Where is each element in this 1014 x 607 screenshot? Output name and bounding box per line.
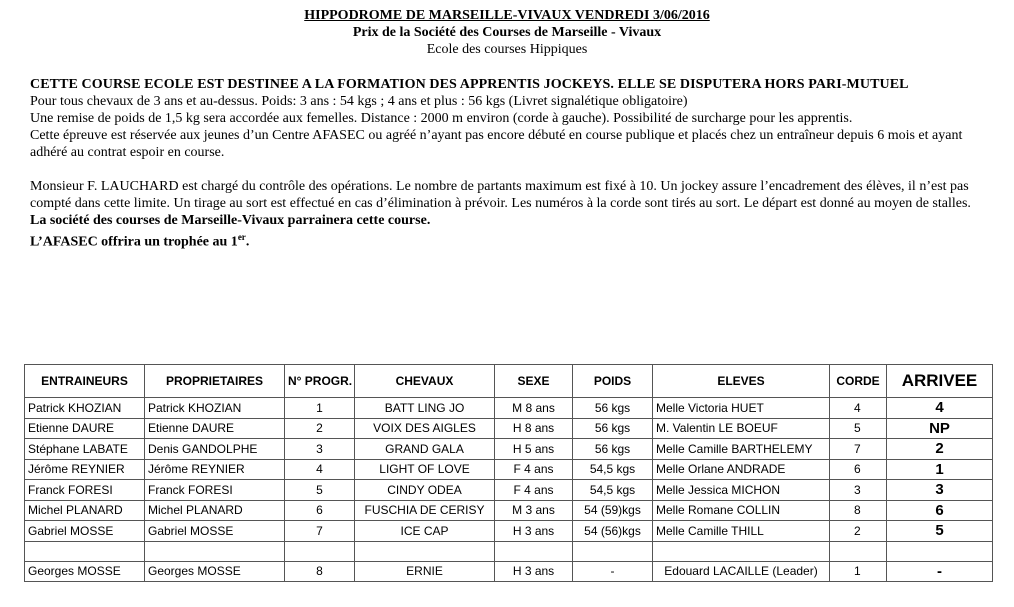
cell-proprietaire: Jérôme REYNIER: [145, 459, 285, 480]
col-header-sexe: SEXE: [495, 365, 573, 398]
cell-cheval: LIGHT OF LOVE: [355, 459, 495, 480]
cell-eleve: M. Valentin LE BOEUF: [653, 418, 830, 439]
cell-corde: 8: [830, 500, 887, 521]
table-row: [25, 439, 993, 460]
page-title: HIPPODROME DE MARSEILLE-VIVAUX VENDREDI 3/06/2016: [304, 8, 710, 23]
cell-proprietaire: Denis GANDOLPHE: [145, 439, 285, 460]
cell-poids: 56 kgs: [573, 398, 653, 419]
cell-eleve: Melle Victoria HUET: [653, 398, 830, 419]
cell-proprietaire: Georges MOSSE: [145, 561, 285, 582]
cell-arrivee: 4: [887, 398, 993, 419]
conditions-block: [30, 76, 988, 161]
table-row: [25, 459, 993, 480]
conditions-line-distance: Une remise de poids de 1,5 kg sera accordée aux femelles. Distance : 2000 m environ (corde à gauche). Possibilité de surcharge pour les apprentis.: [30, 111, 853, 126]
table-row: [25, 398, 993, 419]
empty-cell: [653, 541, 830, 561]
cell-entraineur: Michel PLANARD: [25, 500, 145, 521]
cell-arrivee: 5: [887, 521, 993, 542]
cell-entraineur: Stéphane LABATE: [25, 439, 145, 460]
cell-cheval: ERNIE: [355, 561, 495, 582]
cell-eleve: Melle Orlane ANDRADE: [653, 459, 830, 480]
cell-sexe: M 8 ans: [495, 398, 573, 419]
empty-cell: [887, 541, 993, 561]
table-spacer-row: [25, 541, 993, 561]
details-block: [30, 178, 988, 251]
col-header-entraineurs: ENTRAINEURS: [25, 365, 145, 398]
cell-proprietaire: Gabriel MOSSE: [145, 521, 285, 542]
cell-proprietaire: Michel PLANARD: [145, 500, 285, 521]
cell-arrivee: -: [887, 561, 993, 582]
cell-sexe: H 3 ans: [495, 521, 573, 542]
cell-arrivee: 1: [887, 459, 993, 480]
trophy-end: .: [245, 234, 250, 250]
cell-entraineur: Georges MOSSE: [25, 561, 145, 582]
empty-cell: [285, 541, 355, 561]
cell-progr: 2: [285, 418, 355, 439]
cell-sexe: H 8 ans: [495, 418, 573, 439]
table-row: [25, 480, 993, 501]
race-category: Ecole des courses Hippiques: [426, 42, 588, 57]
cell-proprietaire: Franck FORESI: [145, 480, 285, 501]
cell-cheval: BATT LING JO: [355, 398, 495, 419]
cell-corde: 1: [830, 561, 887, 582]
empty-cell: [25, 541, 145, 561]
col-header-progr: N° PROGR.: [285, 365, 355, 398]
cell-arrivee: NP: [887, 418, 993, 439]
cell-eleve: Edouard LACAILLE (Leader): [653, 561, 830, 582]
table-row: [25, 500, 993, 521]
cell-corde: 2: [830, 521, 887, 542]
cell-proprietaire: Patrick KHOZIAN: [145, 398, 285, 419]
cell-eleve: Melle Camille BARTHELEMY: [653, 439, 830, 460]
table-row: [25, 521, 993, 542]
cell-eleve: Melle Romane COLLIN: [653, 500, 830, 521]
col-header-chevaux: CHEVAUX: [355, 365, 495, 398]
cell-corde: 7: [830, 439, 887, 460]
sponsor-line: La société des courses de Marseille-Vivaux parrainera cette course.: [30, 213, 431, 228]
cell-poids: -: [573, 561, 653, 582]
cell-arrivee: 3: [887, 480, 993, 501]
col-header-eleves: ELEVES: [653, 365, 830, 398]
cell-progr: 8: [285, 561, 355, 582]
cell-sexe: M 3 ans: [495, 500, 573, 521]
col-header-corde: CORDE: [830, 365, 887, 398]
empty-cell: [145, 541, 285, 561]
conditions-line-eligibility: Cette épreuve est réservée aux jeunes d’un Centre AFASEC ou agréé n’ayant pas encore débuté en course publique et placés chez un entraîneur depuis 6 mois et ayant adhéré au contrat espoir en course.: [30, 128, 963, 160]
cell-cheval: ICE CAP: [355, 521, 495, 542]
cell-cheval: GRAND GALA: [355, 439, 495, 460]
trophy-line: [30, 229, 988, 251]
cell-progr: 3: [285, 439, 355, 460]
cell-corde: 6: [830, 459, 887, 480]
cell-cheval: CINDY ODEA: [355, 480, 495, 501]
empty-cell: [830, 541, 887, 561]
empty-cell: [495, 541, 573, 561]
cell-corde: 3: [830, 480, 887, 501]
cell-arrivee: 2: [887, 439, 993, 460]
cell-poids: 54,5 kgs: [573, 480, 653, 501]
cell-arrivee: 6: [887, 500, 993, 521]
cell-progr: 7: [285, 521, 355, 542]
cell-entraineur: Franck FORESI: [25, 480, 145, 501]
table-row: [25, 418, 993, 439]
table-row-leader: [25, 561, 993, 582]
cell-eleve: Melle Jessica MICHON: [653, 480, 830, 501]
cell-sexe: H 5 ans: [495, 439, 573, 460]
conditions-line-weights: Pour tous chevaux de 3 ans et au-dessus. Poids: 3 ans : 54 kgs ; 4 ans et plus : 56 kgs (Livret signalétique obligatoire): [30, 94, 688, 109]
cell-progr: 4: [285, 459, 355, 480]
trophy-text: L’AFASEC offrira un trophée au 1: [30, 234, 238, 250]
cell-progr: 5: [285, 480, 355, 501]
trophy-superscript: er: [237, 232, 246, 242]
cell-poids: 54,5 kgs: [573, 459, 653, 480]
cell-cheval: FUSCHIA DE CERISY: [355, 500, 495, 521]
cell-corde: 4: [830, 398, 887, 419]
col-header-arrivee: ARRIVEE: [887, 365, 993, 398]
cell-sexe: F 4 ans: [495, 459, 573, 480]
cell-sexe: F 4 ans: [495, 480, 573, 501]
cell-cheval: VOIX DES AIGLES: [355, 418, 495, 439]
cell-eleve: Melle Camille THILL: [653, 521, 830, 542]
cell-progr: 6: [285, 500, 355, 521]
cell-entraineur: Jérôme REYNIER: [25, 459, 145, 480]
cell-poids: 54 (56)kgs: [573, 521, 653, 542]
conditions-headline: CETTE COURSE ECOLE EST DESTINEE A LA FORMATION DES APPRENTIS JOCKEYS. ELLE SE DISPUTERA HORS PARI-MUTUEL: [30, 77, 909, 92]
details-paragraph: Monsieur F. LAUCHARD est chargé du contrôle des opérations. Le nombre de partants maximum est fixé à 10. Un jockey assure l’encadrement des élèves, il n’est pas compté dans cette limite. Un tirage au sort est effectué en cas d’élimination à prévoir. Les numéros à la corde sont tirés au sort. Le départ est donné au moyen de stalles.: [30, 179, 971, 211]
cell-poids: 56 kgs: [573, 439, 653, 460]
cell-sexe: H 3 ans: [495, 561, 573, 582]
table-header-row: [25, 365, 993, 398]
col-header-poids: POIDS: [573, 365, 653, 398]
cell-proprietaire: Etienne DAURE: [145, 418, 285, 439]
cell-entraineur: Etienne DAURE: [25, 418, 145, 439]
cell-poids: 56 kgs: [573, 418, 653, 439]
cell-entraineur: Patrick KHOZIAN: [25, 398, 145, 419]
cell-entraineur: Gabriel MOSSE: [25, 521, 145, 542]
empty-cell: [355, 541, 495, 561]
empty-cell: [573, 541, 653, 561]
cell-progr: 1: [285, 398, 355, 419]
col-header-proprietaires: PROPRIETAIRES: [145, 365, 285, 398]
cell-corde: 5: [830, 418, 887, 439]
results-table: [24, 364, 993, 582]
race-name: Prix de la Société des Courses de Marseille - Vivaux: [352, 25, 662, 40]
cell-poids: 54 (59)kgs: [573, 500, 653, 521]
